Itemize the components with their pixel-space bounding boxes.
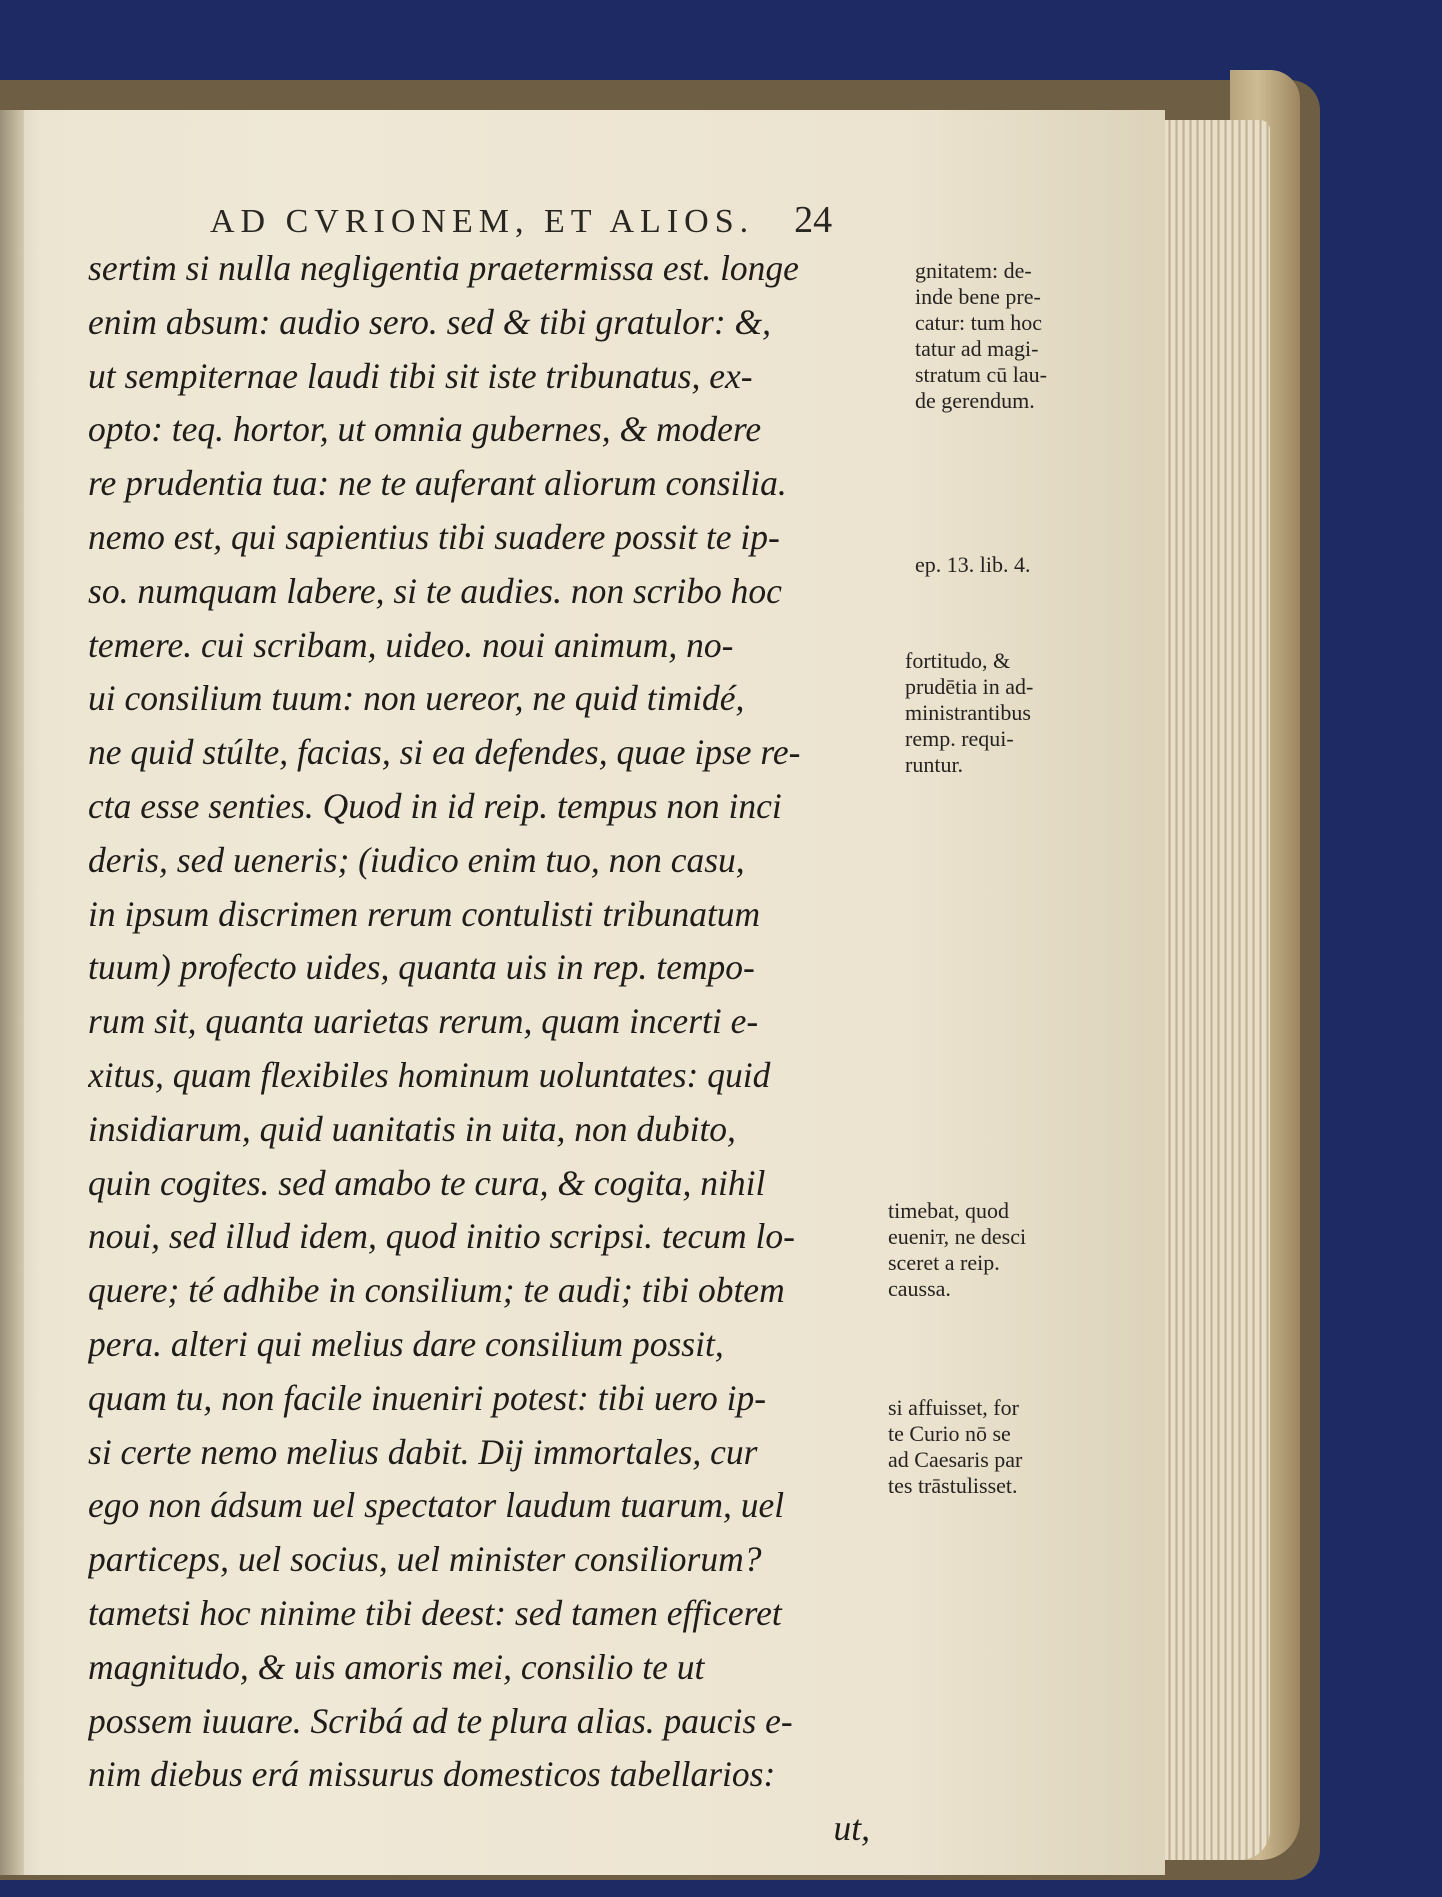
text-line: ne quid stúlte, facias, si ea defendes, quae ipse re- <box>88 732 801 773</box>
page-edges <box>1150 120 1270 1860</box>
margin-note-line: prudētia in ad- <box>905 674 1034 699</box>
text-line: sertim si nulla negligentia praetermissa est. longe <box>88 248 799 288</box>
text-line: ego non ádsum uel spectator laudum tuarum, uel <box>88 1485 785 1526</box>
text-line: ut sempiternae laudi tibi sit iste tribunatus, ex- <box>88 355 753 396</box>
catchword: ut, <box>833 1808 870 1849</box>
text-line: so. numquam labere, si te audies. non scribo hoc <box>88 570 782 611</box>
text-line: re prudentia tua: ne te auferant aliorum consilia. <box>88 463 787 504</box>
text-line: cta esse senties. Quod in id reip. tempus non inci <box>88 785 782 826</box>
margin-note <box>915 552 1125 578</box>
text-line: si certe nemo melius dabit. Dij immortales, cur <box>88 1431 758 1472</box>
text-line: enim absum: audio sero. sed & tibi gratulor: &, <box>88 301 772 342</box>
margin-note-line: timebat, quod <box>888 1198 1009 1223</box>
margin-note <box>888 1395 1098 1499</box>
show-through-text <box>1080 790 1085 816</box>
text-line: quin cogites. sed amabo te cura, & cogita, nihil <box>88 1162 766 1203</box>
page-header <box>210 198 910 248</box>
text-line: temere. cui scribam, uideo. noui animum, no- <box>88 624 734 665</box>
text-line: noui, sed illud idem, quod initio scripsi. tecum lo- <box>88 1216 795 1257</box>
text-line: deris, sed ueneris; (iudico enim tuo, non casu, <box>88 839 745 880</box>
margin-note <box>888 1198 1098 1302</box>
margin-note-line: gnitatem: de- <box>915 258 1032 283</box>
running-head: AD CVRIONEM, ET ALIOS. <box>210 203 755 240</box>
margin-note-line: remp. requi- <box>905 726 1014 751</box>
text-line: particeps, uel socius, uel minister consiliorum? <box>88 1539 762 1580</box>
text-line: possem iuuare. Scribá ad te plura alias. paucis e- <box>88 1700 793 1741</box>
text-line: rum sit, quanta uarietas rerum, quam incerti e- <box>88 1001 759 1042</box>
margin-note-line: te Curio nō se <box>888 1421 1011 1446</box>
margin-note-line: runtur. <box>905 752 964 777</box>
text-line: pera. alteri qui melius dare consilium possit, <box>88 1323 724 1364</box>
text-line: in ipsum discrimen rerum contulisti tribunatum <box>88 893 761 934</box>
text-line: xitus, quam flexibiles hominum uoluntates: quid <box>88 1054 771 1095</box>
margin-note-line: inde bene pre- <box>915 284 1041 309</box>
margin-note-line: ministrantibus <box>905 700 1031 725</box>
margin-note <box>915 258 1125 414</box>
text-line: opto: teq. hortor, ut omnia gubernes, & modere <box>88 409 762 450</box>
margin-note-line: catur: tum hoc <box>915 310 1043 335</box>
page-number: 24 <box>794 199 833 241</box>
text-line: tametsi hoc ninime tibi deest: sed tamen efficeret <box>88 1592 782 1633</box>
text-line: quere; té adhibe in consilium; te audi; tibi obtem <box>88 1270 785 1311</box>
margin-note-line: de gerendum. <box>915 388 1035 413</box>
margin-note-line: ep. 13. lib. 4. <box>915 552 1031 577</box>
text-line: nemo est, qui sapientius tibi suadere possit te ip- <box>88 516 780 557</box>
margin-note-line: caussa. <box>888 1276 951 1301</box>
text-line: insidiarum, quid uanitatis in uita, non dubito, <box>88 1108 736 1149</box>
margin-note-line: tes trāstulisset. <box>888 1473 1018 1498</box>
page-gutter <box>0 110 24 1875</box>
margin-note-line: tatur ad magi- <box>915 336 1039 361</box>
text-line: magnitudo, & uis amoris mei, consilio te ut <box>88 1646 705 1687</box>
margin-note-line: si affuisset, for <box>888 1395 1019 1420</box>
margin-note-line: sceret a reip. <box>888 1250 1000 1275</box>
margin-note <box>905 648 1115 778</box>
text-line: nim diebus erá missurus domesticos tabellarios: <box>88 1754 776 1795</box>
text-line: ui consilium tuum: non uereor, ne quid timidé, <box>88 678 745 719</box>
text-line: tuum) profecto uides, quanta uis in rep. tempo- <box>88 947 755 988</box>
margin-note-line: eueniт, ne desci <box>888 1224 1027 1249</box>
margin-note-line: stratum cū lau- <box>915 362 1047 387</box>
margin-note-line: fortitudo, & <box>905 648 1011 673</box>
margin-note-line: ad Caesaris par <box>888 1447 1023 1472</box>
main-text-block <box>88 242 898 1856</box>
text-line: quam tu, non facile inueniri potest: tibi uero ip- <box>88 1377 767 1418</box>
